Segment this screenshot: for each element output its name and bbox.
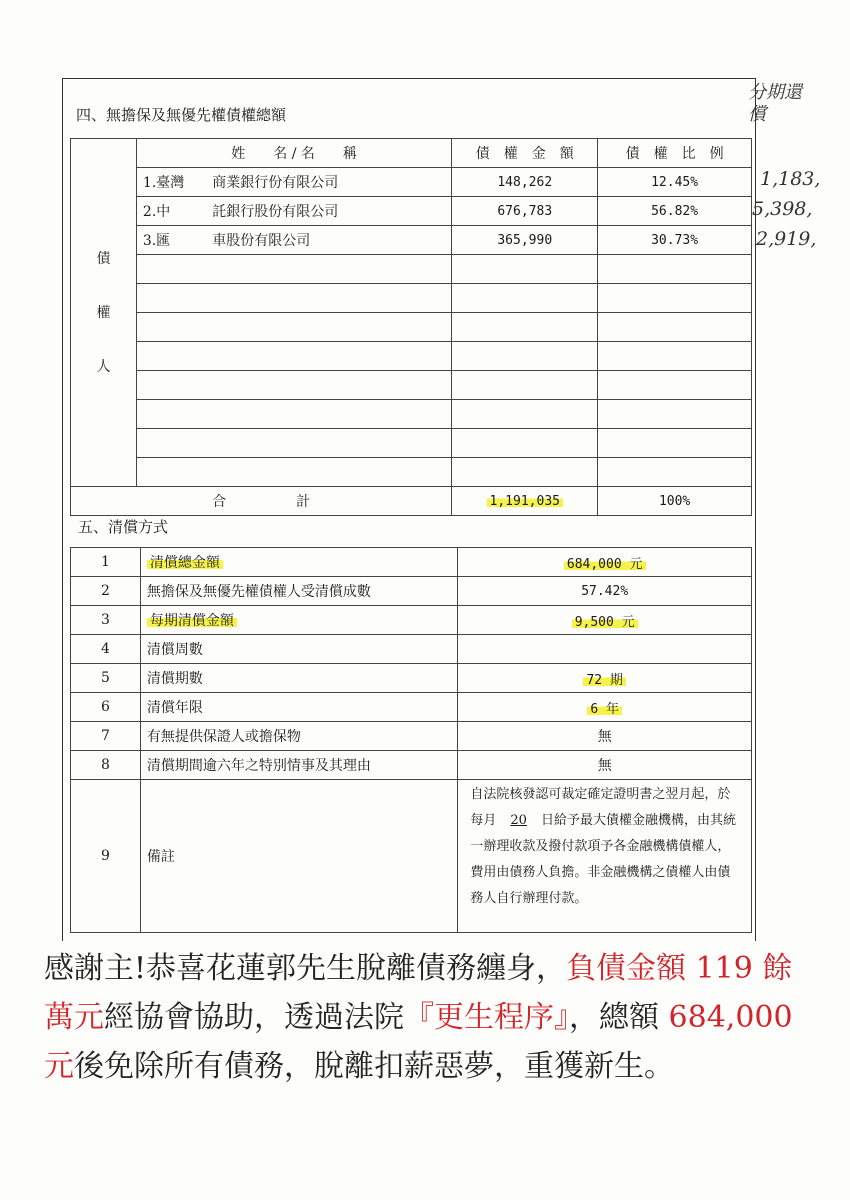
handwritten-figure-2: 5,398, xyxy=(752,198,813,220)
empty-row xyxy=(71,255,752,284)
remark-row: 9 備註 自法院核發認可裁定確定證明書之翌月起，於每月 20 日給予最大債權金融機構，由其統一辦理收款及撥付款項予各金融機構債權人，費用由債務人負擔。非金融機構之債權人由債務人自行辦理付款。 xyxy=(71,780,752,933)
table-row: 1.臺灣 商業銀行份有限公司 148,262 12.45% xyxy=(71,168,752,197)
table-row: 5 清償期數 72 期 xyxy=(71,664,752,693)
section5-title: 五、清償方式 xyxy=(78,518,169,536)
table-row: 6 清償年限 6 年 xyxy=(71,693,752,722)
total-row xyxy=(71,487,752,516)
empty-row xyxy=(71,342,752,371)
table-row: 4 清償周數 xyxy=(71,635,752,664)
success-message: 感謝主!恭喜花蓮郭先生脫離債務纏身，負債金額 119 餘萬元經協會協助，透過法院『更生程序』，總額 684,000 元後免除所有債務，脫離扣薪惡夢，重獲新生。 xyxy=(44,951,793,1084)
empty-row xyxy=(71,458,752,487)
empty-row xyxy=(71,429,752,458)
empty-row xyxy=(71,400,752,429)
empty-row xyxy=(71,284,752,313)
creditor-table xyxy=(70,138,752,516)
repayment-table xyxy=(70,547,752,933)
total-ratio: 100% xyxy=(598,487,752,516)
table-row: 7 有無提供保證人或擔保物 無 xyxy=(71,722,752,751)
table-row: 1 清償總金額 684,000 元 xyxy=(71,548,752,577)
section4-title: 四、無擔保及無優先權債權總額 xyxy=(76,106,287,124)
table-row: 3.匯 車股份有限公司 365,990 30.73% xyxy=(71,226,752,255)
header-ratio: 債 權 比 例 xyxy=(598,139,752,168)
table-row: 2 無擔保及無優先權債權人受清償成數 57.42% xyxy=(71,577,752,606)
table-row: 3 每期清償金額 9,500 元 xyxy=(71,606,752,635)
total-amount: 1,191,035 xyxy=(487,494,563,509)
table-row: 2.中 託銀行股份有限公司 676,783 56.82% xyxy=(71,197,752,226)
table-row: 8 清償期間逾六年之特別情事及其理由 無 xyxy=(71,751,752,780)
header-amount: 債 權 金 額 xyxy=(452,139,598,168)
empty-row xyxy=(71,371,752,400)
handwritten-note-top: 分期還償 xyxy=(748,82,802,125)
handwritten-figure-1: 1,183, xyxy=(760,168,821,190)
total-label: 合 計 xyxy=(71,487,452,516)
handwritten-figure-3: 2,919, xyxy=(756,228,817,250)
remark-text: 自法院核發認可裁定確定證明書之翌月起，於每月 20 日給予最大債權金融機構，由其統一辦理收款及撥付款項予各金融機構債權人，費用由債務人負擔。非金融機構之債權人由債務人自行辦理付款。 xyxy=(458,780,752,933)
creditor-side-label: 債 權 人 xyxy=(71,139,137,487)
empty-row xyxy=(71,313,752,342)
header-name: 姓 名 / 名 稱 xyxy=(136,139,451,168)
